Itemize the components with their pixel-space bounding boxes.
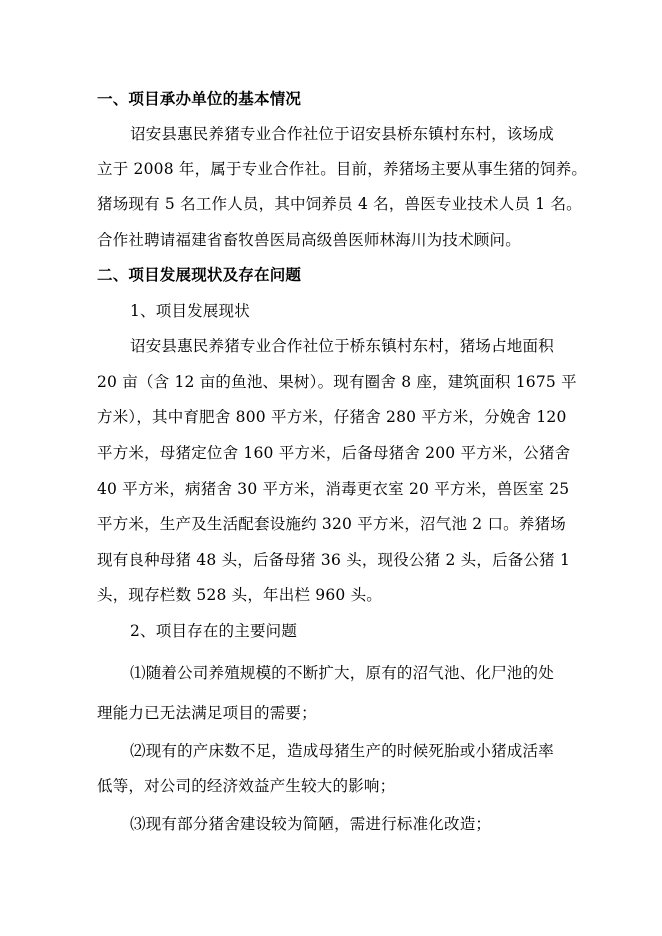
section-1-line: 立于 2008 年，属于专业合作社。目前，养猪场主要从事生猪的饲养。 (97, 160, 588, 178)
subsection-2-line: 理能力已无法满足项目的需要； (97, 704, 317, 722)
section-1-line: 猪场现有 5 名工作人员，其中饲养员 4 名，兽医专业技术人员 1 名。 (97, 195, 582, 213)
section-1-line: 合作社聘请福建省畜牧兽医局高级兽医师林海川为技术顾问。 (97, 231, 521, 249)
section-1-heading: 一、项目承办单位的基本情况 (97, 89, 302, 108)
subsection-1-line: 40 平方米，病猪舍 30 平方米，消毒更衣室 20 平方米，兽医室 25 (97, 480, 570, 498)
subsection-1-line: 平方米，母猪定位舍 160 平方米，后备母猪舍 200 平方米，公猪舍 (97, 444, 571, 462)
subsection-1-line: 头，现存栏数 528 头，年出栏 960 头。 (97, 586, 382, 604)
subsection-1-line: 方米），其中育肥舍 800 平方米，仔猪舍 280 平方米，分娩舍 120 (97, 408, 567, 426)
subsection-1-line: 20 亩（含 12 亩的鱼池、果树）。现有圈舍 8 座，建筑面积 1675 平 (97, 373, 577, 391)
subsection-1-line: 平方米，生产及生活配套设施约 320 平方米，沼气池 2 口。养猪场 (97, 515, 566, 533)
section-2-heading: 二、项目发展现状及存在问题 (97, 265, 302, 284)
subsection-2-heading: 2、项目存在的主要问题 (130, 622, 298, 640)
subsection-1-line: 诏安县惠民养猪专业合作社位于桥东镇村东村，猪场占地面积 (130, 337, 554, 355)
subsection-2-line: ⑵现有的产床数不足，造成母猪生产的时候死胎或小猪成活率 (130, 742, 554, 760)
subsection-1-line: 现有良种母猪 48 头，后备母猪 36 头，现役公猪 2 头，后备公猪 1 (97, 551, 571, 569)
subsection-2-line: ⑶现有部分猪舍建设较为简陋，需进行标准化改造； (130, 815, 492, 833)
subsection-1-heading: 1、项目发展现状 (130, 302, 250, 320)
subsection-2-line: ⑴随着公司养殖规模的不断扩大，原有的沼气池、化尸池的处 (130, 664, 554, 682)
section-1-line: 诏安县惠民养猪专业合作社位于诏安县桥东镇村东村，该场成 (130, 125, 554, 143)
subsection-2-line: 低等，对公司的经济效益产生较大的影响； (97, 777, 396, 795)
